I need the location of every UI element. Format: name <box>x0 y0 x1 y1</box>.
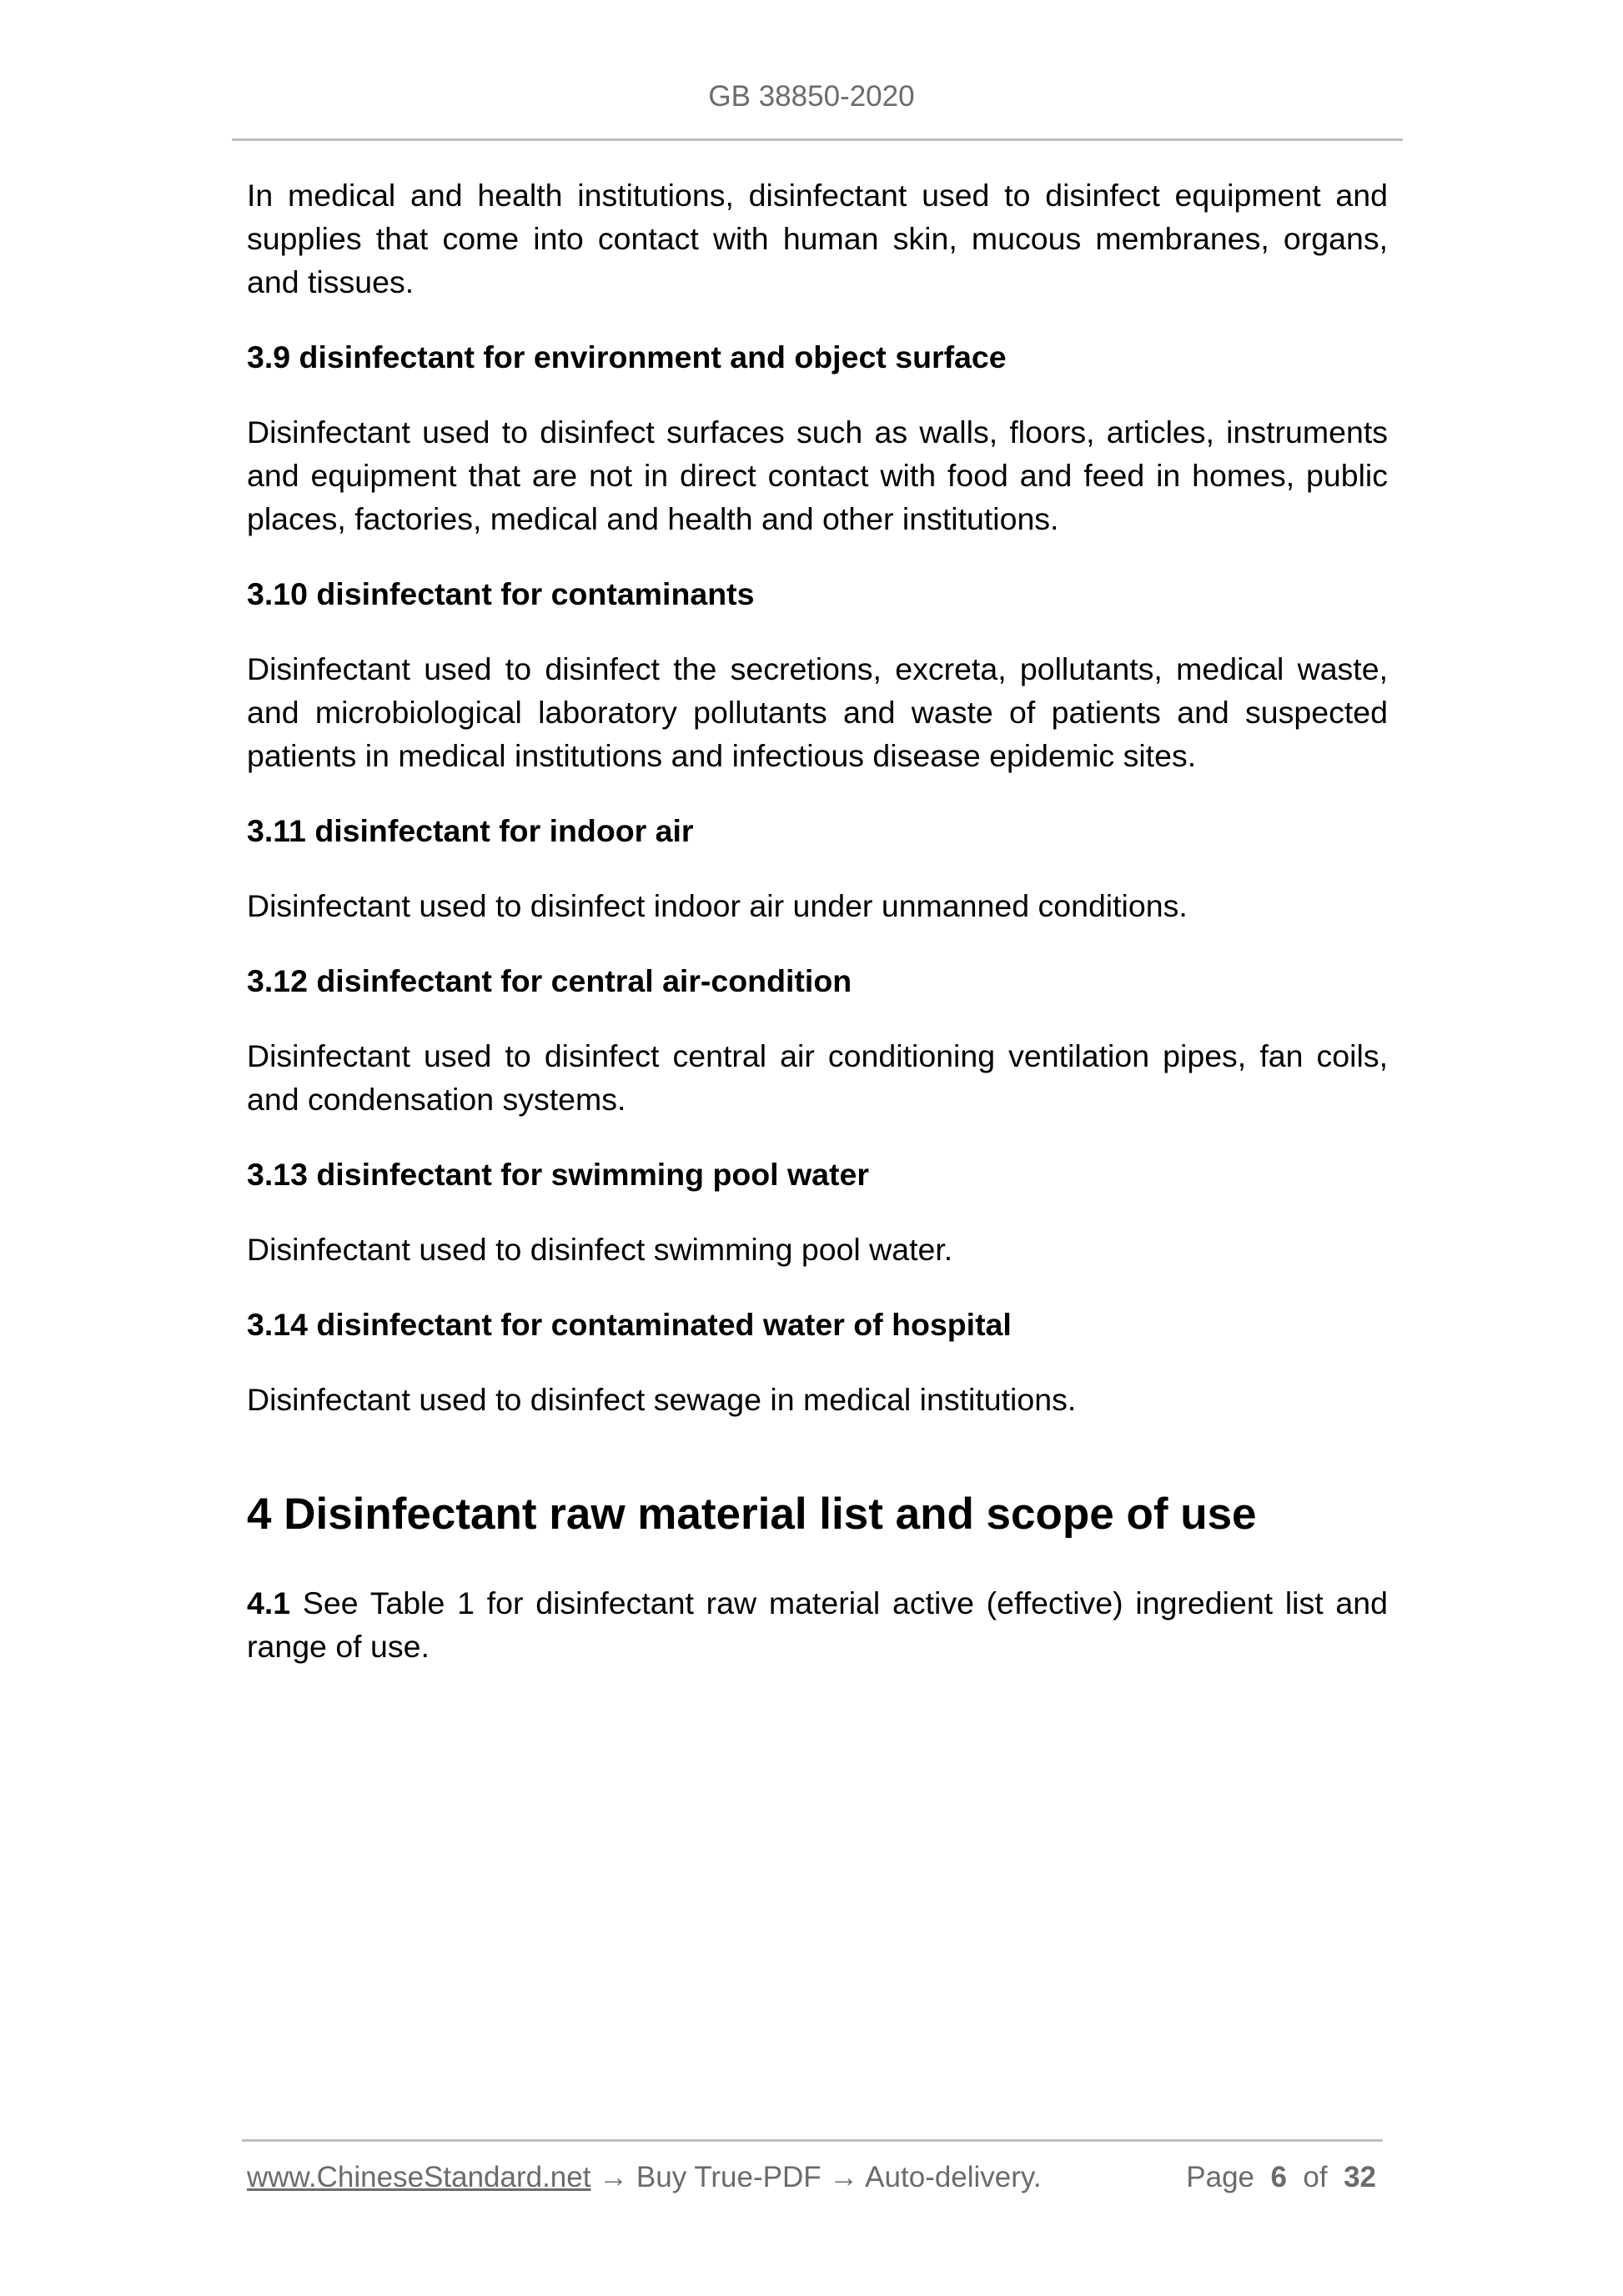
header-divider <box>232 138 1403 141</box>
clause-number: 4.1 <box>247 1585 291 1620</box>
term-heading-3-13: 3.13 disinfectant for swimming pool water <box>247 1157 869 1192</box>
section-heading-4: 4 Disinfectant raw material list and scope of use <box>247 1490 1257 1539</box>
clause-text: See Table 1 for disinfectant raw material active (effective) ingredient list and range of use. <box>247 1585 1388 1664</box>
website-link[interactable]: www.ChineseStandard.net <box>247 2161 591 2193</box>
term-heading-3-10: 3.10 disinfectant for contaminants <box>247 576 755 611</box>
footer-promo <box>247 2161 1042 2194</box>
term-heading-3-14: 3.14 disinfectant for contaminated water of hospital <box>247 1307 1012 1342</box>
term-definition-3-12: Disinfectant used to disinfect central air conditioning ventilation pipes, fan coils, and condensation systems. <box>247 1038 1388 1117</box>
intro-paragraph: In medical and health institutions, disinfectant used to disinfect equipment and supplies that come into contact with human skin, mucous membranes, organs, and tissues. <box>247 178 1388 299</box>
page-word: Page <box>1186 2161 1255 2193</box>
term-definition-3-9: Disinfectant used to disinfect surfaces such as walls, floors, articles, instruments and equipment that are not in direct contact with food and feed in homes, public places, factories, medical and health and other institutions. <box>247 414 1388 536</box>
term-heading-3-11: 3.11 disinfectant for indoor air <box>247 813 694 848</box>
term-definition-3-14: Disinfectant used to disinfect sewage in medical institutions. <box>247 1382 1077 1417</box>
clause-4-1 <box>247 1581 1388 1668</box>
page-total: 32 <box>1344 2161 1376 2193</box>
term-definition-3-11: Disinfectant used to disinfect indoor air under unmanned conditions. <box>247 888 1188 923</box>
running-header: GB 38850-2020 <box>708 80 915 113</box>
term-heading-3-9: 3.9 disinfectant for environment and object surface <box>247 339 1007 374</box>
document-body <box>247 173 1388 1700</box>
page-current: 6 <box>1270 2161 1287 2193</box>
of-word: of <box>1303 2161 1328 2193</box>
term-heading-3-12: 3.12 disinfectant for central air-condition <box>247 963 852 998</box>
footer-tagline: → Buy True-PDF → Auto-delivery. <box>590 2161 1042 2193</box>
footer-divider <box>242 2139 1383 2142</box>
page-indicator <box>1186 2161 1376 2194</box>
term-definition-3-13: Disinfectant used to disinfect swimming pool water. <box>247 1232 953 1267</box>
term-definition-3-10: Disinfectant used to disinfect the secretions, excreta, pollutants, medical waste, and microbiological laboratory pollutants and waste of patients and suspected patients in medical institutions and infectious disease epidemic sites. <box>247 651 1388 773</box>
